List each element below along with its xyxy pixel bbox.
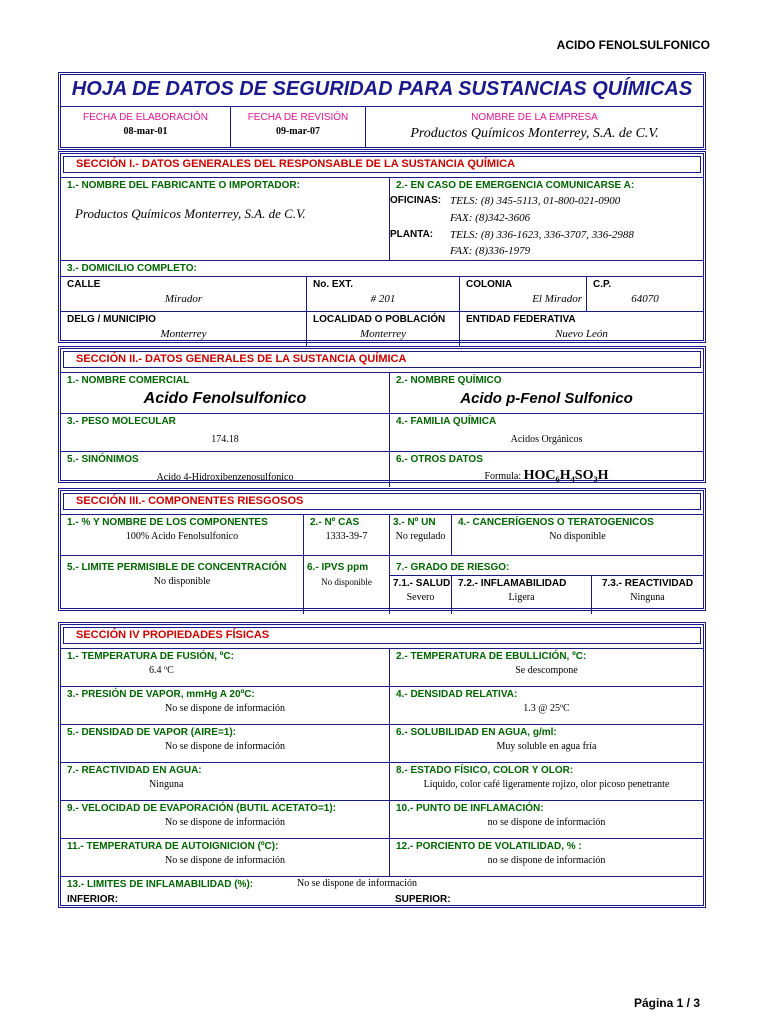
familia-quimica-value: Acidos Orgánicos (510, 434, 583, 445)
cas (304, 515, 390, 555)
inferior-label: INFERIOR: (67, 894, 119, 905)
fecha-revision-label: FECHA DE REVISIÓN (247, 112, 349, 123)
codigo-postal-label: C.P. (593, 279, 612, 290)
formula-prefix: Formula: (484, 471, 522, 482)
planta-tel: TELS: (8) 336-1623, 336-3707, 336-2988 (450, 229, 634, 241)
fecha-elaboracion (61, 107, 231, 147)
sinonimos-label: 5.- SINÓNIMOS (67, 454, 139, 465)
nombre-comercial (61, 373, 390, 413)
ipvs-label: 6.- IPVS ppm (307, 562, 369, 573)
prop-label: 2.- TEMPERATURA DE EBULLICIÓN, ºC: (396, 651, 587, 662)
cancerigenos-label: 4.- CANCERÍGENOS O TERATOGENICOS (458, 517, 654, 528)
salud-value: Severo (406, 592, 435, 603)
prop-label: 7.- REACTIVIDAD EN AGUA: (67, 765, 202, 776)
componentes (61, 515, 304, 555)
salud-label: 7.1.- SALUD (393, 578, 451, 589)
prop-value: Muy soluble en agua fría (496, 741, 597, 752)
localidad-label: LOCALIDAD O POBLACIÓN (313, 314, 446, 325)
prop-value: 6.4 ºC (149, 665, 174, 676)
section-4 (58, 622, 706, 908)
prop-value: Liquido, color café ligeramente rojizo, olor picoso penetrante (423, 779, 670, 790)
prop-label: 1.- TEMPERATURA DE FUSIÓN, ºC: (67, 651, 234, 662)
sinonimos-value: Acido 4-Hidroxibenzenosulfonico (156, 472, 294, 483)
un-label: 3.- Nº UN (393, 517, 436, 528)
planta-label: PLANTA: (390, 229, 434, 240)
prop-label: 5.- DENSIDAD DE VAPOR (AIRE=1): (67, 727, 237, 738)
prop-value: no se dispone de información (487, 855, 606, 866)
colonia (460, 277, 587, 311)
entidad-label: ENTIDAD FEDERATIVA (466, 314, 576, 325)
oficinas-fax: FAX: (8)342-3606 (450, 212, 531, 224)
codigo-postal (587, 277, 703, 311)
prop-label: 6.- SOLUBILIDAD EN AGUA, g/ml: (396, 727, 557, 738)
cancerigenos-value: No disponible (549, 531, 606, 542)
num-ext (307, 277, 460, 311)
peso-molecular-value: 174.18 (211, 434, 239, 445)
calle-value: Mirador (164, 293, 203, 305)
reactividad (592, 576, 703, 614)
prop-label: 11.- TEMPERATURA DE AUTOIGNICION (ºC): (67, 841, 279, 852)
section-2 (58, 346, 706, 483)
cas-value: 1333-39-7 (325, 531, 368, 542)
prop-label: 9.- VELOCIDAD DE EVAPORACIÓN (BUTIL ACETATO=1): (67, 803, 336, 814)
familia-quimica (390, 414, 703, 451)
limites-inflamabilidad (61, 877, 703, 911)
prop-row (61, 649, 703, 687)
componentes-label: 1.- % Y NOMBRE DE LOS COMPONENTES (67, 517, 268, 528)
fabricante-label: 1.- NOMBRE DEL FABRICANTE O IMPORTADOR: (67, 180, 300, 191)
section-1 (58, 151, 706, 343)
nombre-comercial-value: Acido Fenolsulfonico (143, 390, 307, 407)
inflamabilidad (452, 576, 592, 614)
num-ext-value: # 201 (370, 293, 396, 305)
prop-label: 12.- PORCIENTO DE VOLATILIDAD, % : (396, 841, 582, 852)
formula-value: HOC₆H₄SO₃H (523, 468, 609, 483)
fabricante-value: Productos Químicos Monterrey, S.A. de C.V. (75, 206, 306, 221)
colonia-label: COLONIA (466, 279, 513, 290)
otros-datos (390, 452, 703, 487)
section-2-header: SECCIÓN II.- DATOS GENERALES DE LA SUSTANCIA QUÍMICA (63, 351, 701, 368)
nombre-comercial-label: 1.- NOMBRE COMERCIAL (67, 375, 190, 386)
nombre-quimico-label: 2.- NOMBRE QUÍMICO (396, 375, 502, 386)
ipvs (304, 556, 390, 614)
prop-value: No se dispone de información (165, 855, 285, 866)
inflamabilidad-value: Ligera (508, 592, 535, 603)
emergencia-label: 2.- EN CASO DE EMERGENCIA COMUNICARSE A: (396, 180, 635, 191)
fecha-elaboracion-value: 08-mar-01 (123, 126, 168, 137)
codigo-postal-value: 64070 (631, 293, 659, 305)
un-value: No regulado (395, 531, 446, 542)
prop-row (61, 687, 703, 725)
limites-label: 13.- LIMITES DE INFLAMABILIDAD (%): (67, 879, 254, 890)
empresa (366, 107, 703, 147)
fecha-revision (231, 107, 366, 147)
grado-riesgo (390, 556, 703, 614)
domicilio-label: 3.- DOMICILIO COMPLETO: (67, 263, 197, 274)
familia-quimica-label: 4.- FAMILIA QUÍMICA (396, 416, 497, 427)
oficinas-label: OFICINAS: (390, 195, 442, 206)
municipio-value: Monterrey (160, 328, 207, 340)
salud (390, 576, 452, 614)
prop-row (61, 839, 703, 877)
section-3-header: SECCIÓN III.- COMPONENTES RIESGOSOS (63, 493, 701, 510)
page-title: HOJA DE DATOS DE SEGURIDAD PARA SUSTANCIAS QUÍMICAS (71, 78, 693, 100)
entidad (460, 312, 703, 346)
fecha-revision-value: 09-mar-07 (275, 126, 321, 137)
title-box (58, 72, 706, 150)
prop-value: No se dispone de información (165, 741, 285, 752)
limite-permisible (61, 556, 304, 614)
prop-label: 3.- PRESIÓN DE VAPOR, mmHg A 20ºC: (67, 689, 255, 700)
calle (61, 277, 307, 311)
empresa-value: Productos Químicos Monterrey, S.A. de C.V. (410, 126, 659, 141)
section-3 (58, 488, 706, 611)
prop-row (61, 725, 703, 763)
oficinas-tel: TELS: (8) 345-5113, 01-800-021-0900 (450, 195, 621, 207)
cancerigenos (452, 515, 703, 555)
peso-molecular (61, 414, 390, 451)
prop-label: 4.- DENSIDAD RELATIVA: (396, 689, 518, 700)
calle-label: CALLE (67, 279, 101, 290)
section-4-header: SECCIÓN IV PROPIEDADES FÍSICAS (63, 627, 701, 644)
emergencia (390, 178, 703, 260)
limite-permisible-value: No disponible (153, 576, 211, 587)
fecha-elaboracion-label: FECHA DE ELABORACIÓN (82, 112, 209, 123)
reactividad-value: Ninguna (630, 592, 665, 603)
inflamabilidad-label: 7.2.- INFLAMABILIDAD (458, 578, 567, 589)
prop-row (61, 763, 703, 801)
nombre-quimico (390, 373, 703, 413)
prop-row (61, 801, 703, 839)
otros-datos-label: 6.- OTROS DATOS (396, 454, 483, 465)
ipvs-value: No disponible (321, 577, 372, 587)
limites-value: No se dispone de información (297, 878, 417, 889)
superior-label: SUPERIOR: (395, 894, 451, 905)
empresa-label: NOMBRE DE LA EMPRESA (471, 112, 598, 123)
section-1-header: SECCIÓN I.- DATOS GENERALES DEL RESPONSABLE DE LA SUSTANCIA QUÍMICA (63, 156, 701, 173)
colonia-value: El Mirador (532, 293, 582, 305)
municipio (61, 312, 307, 346)
limite-permisible-label: 5.- LIMITE PERMISIBLE DE CONCENTRACIÓN (67, 562, 287, 573)
document-header-name: ACIDO FENOLSULFONICO (556, 38, 710, 52)
prop-label: 10.- PUNTO DE INFLAMACIÓN: (396, 803, 544, 814)
prop-value: No se dispone de información (165, 817, 285, 828)
prop-value: No se dispone de información (165, 703, 285, 714)
nombre-quimico-value: Acido p-Fenol Sulfonico (460, 390, 633, 407)
cas-label: 2.- Nº CAS (310, 517, 360, 528)
grado-riesgo-label: 7.- GRADO DE RIESGO: (390, 560, 703, 576)
prop-label: 8.- ESTADO FÍSICO, COLOR Y OLOR: (396, 765, 574, 776)
sinonimos (61, 452, 390, 487)
localidad-value: Monterrey (359, 328, 407, 340)
prop-value: no se dispone de información (487, 817, 606, 828)
prop-value: Ninguna (149, 779, 184, 790)
num-ext-label: No. EXT. (313, 279, 354, 290)
municipio-label: DELG / MUNICIPIO (67, 314, 156, 325)
peso-molecular-label: 3.- PESO MOLECULAR (67, 416, 176, 427)
entidad-value: Nuevo León (555, 328, 608, 340)
un (390, 515, 452, 555)
componentes-value: 100% Acido Fenolsulfonico (125, 531, 239, 542)
fabricante (61, 178, 390, 260)
reactividad-label: 7.3.- REACTIVIDAD (601, 578, 694, 589)
localidad (307, 312, 460, 346)
planta-fax: FAX: (8)336-1979 (450, 245, 531, 257)
page-number: Página 1 / 3 (633, 996, 700, 1010)
prop-value: Se descompone (515, 665, 578, 676)
prop-value: 1.3 @ 25ºC (523, 703, 570, 714)
